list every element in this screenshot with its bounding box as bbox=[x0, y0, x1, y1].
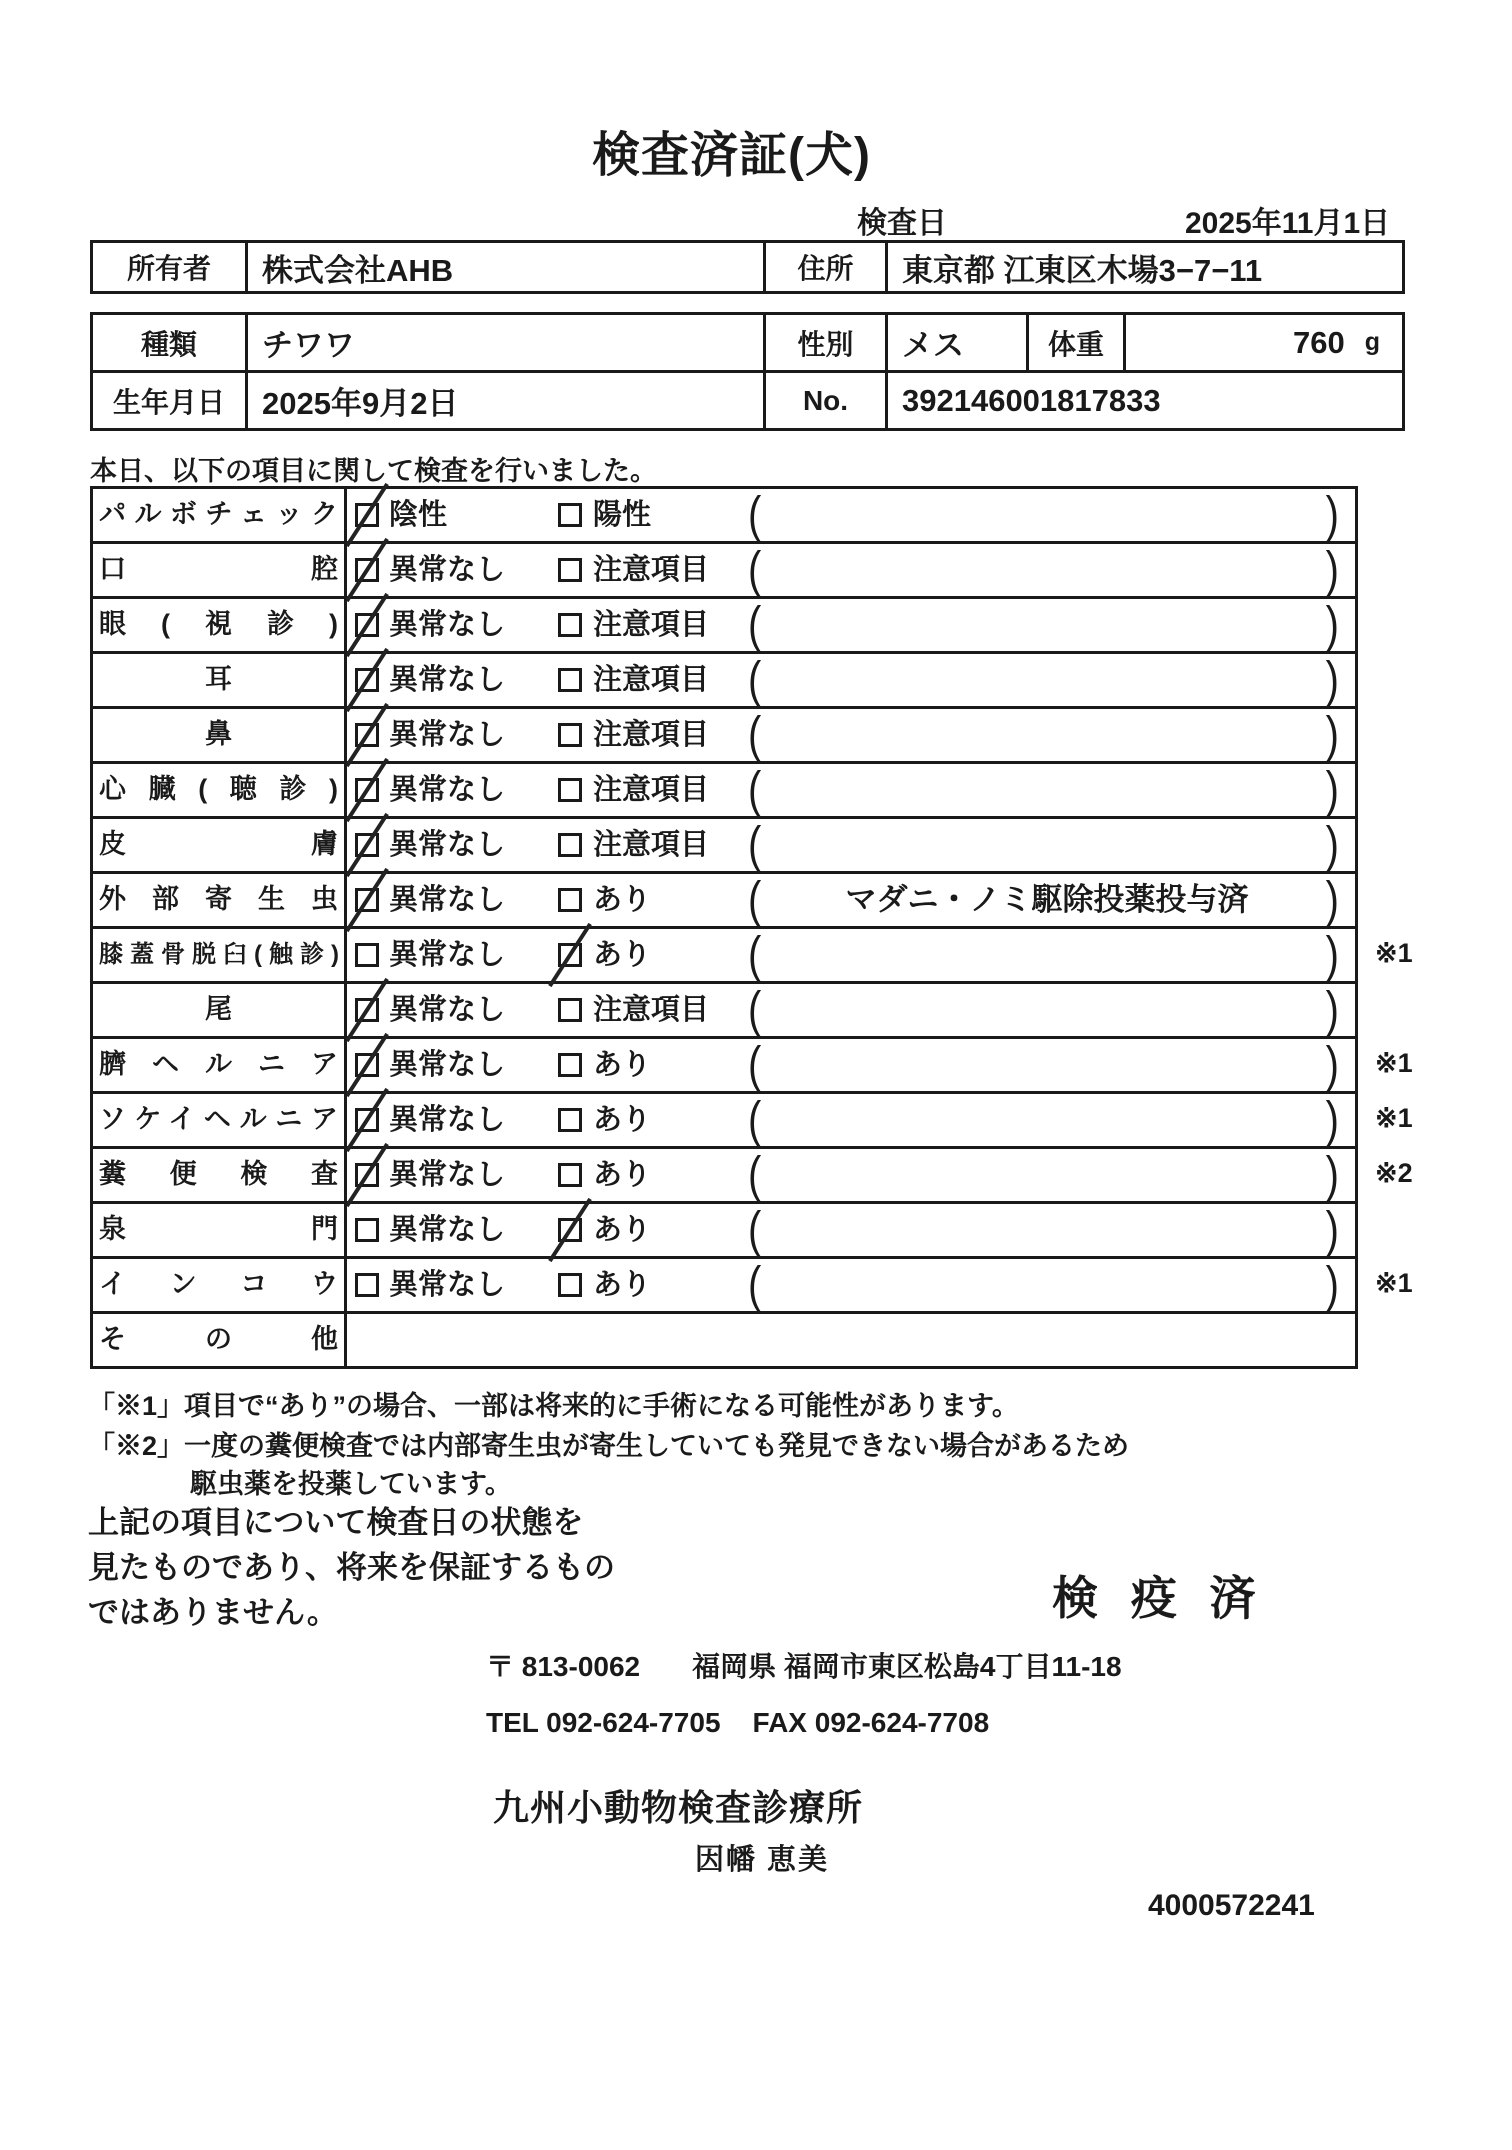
footnote-marker: ※1 bbox=[1375, 938, 1413, 968]
paren-close: ) bbox=[1325, 1257, 1339, 1313]
option-2-label: あり bbox=[593, 1159, 652, 1191]
checklist-row bbox=[93, 984, 1355, 1039]
option-2-label: 注意項目 bbox=[593, 829, 710, 861]
checklist-row-body bbox=[347, 819, 1355, 871]
checklist-row-label: 耳 bbox=[93, 654, 347, 706]
option-1-label: 異常なし bbox=[389, 884, 506, 916]
checklist-row bbox=[93, 1092, 1413, 1149]
option-2-label: あり bbox=[593, 1269, 652, 1301]
checklist-row-label: インコウ bbox=[93, 1259, 347, 1311]
checklist-row bbox=[93, 709, 1355, 764]
checklist-row bbox=[93, 927, 1413, 984]
intro-text: 本日、以下の項目に関して検査を行いました。 bbox=[90, 456, 657, 486]
weight-label: 体重 bbox=[1029, 315, 1126, 370]
checkmark-slash bbox=[345, 593, 389, 657]
weight-value-cell bbox=[1126, 315, 1402, 370]
checklist-row-label: 膝蓋骨脱臼(触診) bbox=[93, 929, 347, 981]
paren-close: ) bbox=[1325, 487, 1339, 543]
clinic-contact-line bbox=[486, 1707, 989, 1739]
checkmark-slash bbox=[345, 868, 389, 932]
checklist-row-body bbox=[347, 1314, 1355, 1366]
checkmark-slash bbox=[345, 703, 389, 767]
checklist-row-label: 口腔 bbox=[93, 544, 347, 596]
checklist-row-label: 尾 bbox=[93, 984, 347, 1036]
checklist-row-label: 鼻 bbox=[93, 709, 347, 761]
checklist-row-body bbox=[347, 1094, 1355, 1146]
checklist-row-body bbox=[347, 654, 1355, 706]
owner-label: 所有者 bbox=[93, 243, 248, 291]
checkbox-unchecked bbox=[355, 1273, 379, 1297]
checklist-row-body bbox=[347, 1039, 1355, 1091]
checkbox-unchecked bbox=[355, 943, 379, 967]
weight-value: 760 bbox=[1292, 324, 1345, 360]
disclaimer-statement bbox=[88, 1500, 615, 1635]
option-1-label: 異常なし bbox=[389, 609, 506, 641]
inspection-date-value: 2025年11月1日 bbox=[1185, 207, 1391, 240]
paren-open: ( bbox=[748, 597, 762, 653]
checkbox-checked bbox=[355, 613, 379, 637]
checklist-row-body bbox=[347, 709, 1355, 761]
clinic-fax: FAX 092-624-7708 bbox=[752, 1707, 990, 1738]
weight-unit: g bbox=[1364, 328, 1380, 356]
registration-no-value: 392146001817833 bbox=[902, 382, 1161, 418]
checkbox-unchecked bbox=[558, 1273, 582, 1297]
checkmark-slash bbox=[345, 758, 389, 822]
breed-value: チワワ bbox=[248, 315, 766, 370]
checklist-row-body bbox=[347, 984, 1355, 1036]
checkbox-checked bbox=[355, 1053, 379, 1077]
paren-close: ) bbox=[1325, 817, 1339, 873]
option-1-label: 異常なし bbox=[389, 719, 506, 751]
paren-open: ( bbox=[748, 652, 762, 708]
checklist-row-label: 眼(視診) bbox=[93, 599, 347, 651]
checkbox-unchecked bbox=[558, 723, 582, 747]
checklist-row bbox=[93, 874, 1355, 929]
checklist-row-label: ソケイヘルニア bbox=[93, 1094, 347, 1146]
checklist-row bbox=[93, 1037, 1413, 1094]
checklist-row bbox=[93, 544, 1355, 599]
footnote-2: 「※2」一度の糞便検査では内部寄生虫が寄生していても発見できない場合があるため bbox=[88, 1431, 1130, 1461]
checklist-row-label: パルボチェック bbox=[93, 489, 347, 541]
option-2-label: あり bbox=[593, 884, 652, 916]
paren-open: ( bbox=[748, 1202, 762, 1258]
option-1-label: 異常なし bbox=[389, 939, 506, 971]
checklist-row-body bbox=[347, 599, 1355, 651]
birthdate-value: 2025年9月2日 bbox=[248, 373, 766, 428]
checklist-row bbox=[93, 764, 1355, 819]
address-value: 東京都 江東区木場3−7−11 bbox=[902, 252, 1263, 288]
checkmark-slash bbox=[548, 923, 592, 987]
checklist-row-label: 臍ヘルニア bbox=[93, 1039, 347, 1091]
paren-open: ( bbox=[748, 1257, 762, 1313]
paren-close: ) bbox=[1325, 1037, 1339, 1093]
checklist-row-label: 泉門 bbox=[93, 1204, 347, 1256]
registration-no-label: No. bbox=[766, 373, 888, 428]
option-2-label: あり bbox=[593, 1049, 652, 1081]
inspector-name: 因幡 恵美 bbox=[695, 1844, 830, 1876]
footnote-marker: ※2 bbox=[1375, 1158, 1413, 1188]
checkbox-checked bbox=[355, 998, 379, 1022]
paren-open: ( bbox=[748, 1092, 762, 1148]
paren-close: ) bbox=[1325, 1092, 1339, 1148]
checklist-row bbox=[93, 1204, 1355, 1259]
address-label: 住所 bbox=[766, 243, 888, 291]
option-1-label: 異常なし bbox=[389, 1269, 506, 1301]
paren-close: ) bbox=[1325, 1147, 1339, 1203]
option-2-label: 注意項目 bbox=[593, 609, 710, 641]
paren-open: ( bbox=[748, 762, 762, 818]
paren-close: ) bbox=[1325, 982, 1339, 1038]
checkmark-slash bbox=[345, 483, 389, 547]
option-2-label: 注意項目 bbox=[593, 664, 710, 696]
breed-row bbox=[93, 315, 1402, 373]
checklist-row-body bbox=[347, 1204, 1355, 1256]
checklist-row bbox=[93, 489, 1355, 544]
checkbox-unchecked bbox=[355, 1218, 379, 1242]
checkbox-checked bbox=[355, 1108, 379, 1132]
checkbox-unchecked bbox=[558, 613, 582, 637]
page-title: 検査済証(犬) bbox=[592, 129, 871, 182]
paren-close: ) bbox=[1325, 927, 1339, 983]
checklist-row-body bbox=[347, 929, 1355, 981]
owner-value: 株式会社AHB bbox=[248, 243, 766, 291]
option-2-label: 注意項目 bbox=[593, 719, 710, 751]
paren-open: ( bbox=[748, 707, 762, 763]
paren-open: ( bbox=[748, 487, 762, 543]
checklist-row bbox=[93, 654, 1355, 709]
checklist-row-body bbox=[347, 1149, 1355, 1201]
paren-open: ( bbox=[748, 817, 762, 873]
clinic-postal-code: 〒 813-0062 bbox=[486, 1651, 641, 1682]
checklist-row-body bbox=[347, 1259, 1355, 1311]
footnote-marker: ※1 bbox=[1375, 1268, 1413, 1298]
paren-close: ) bbox=[1325, 652, 1339, 708]
option-2-label: 陽性 bbox=[593, 499, 652, 531]
option-2-label: あり bbox=[593, 1104, 652, 1136]
footnote-marker: ※1 bbox=[1375, 1048, 1413, 1078]
option-2-label: 注意項目 bbox=[593, 994, 710, 1026]
paren-close: ) bbox=[1325, 707, 1339, 763]
disclaimer-line-3: ではありません。 bbox=[88, 1595, 338, 1630]
paren-open: ( bbox=[748, 982, 762, 1038]
paren-open: ( bbox=[748, 1147, 762, 1203]
checkmark-slash bbox=[345, 1088, 389, 1152]
footnote-2-continued: 駆虫薬を投薬しています。 bbox=[190, 1469, 512, 1499]
option-1-label: 異常なし bbox=[389, 1159, 506, 1191]
animal-table bbox=[90, 312, 1405, 431]
option-2-label: あり bbox=[593, 939, 652, 971]
paren-close: ) bbox=[1325, 542, 1339, 598]
checkbox-checked bbox=[558, 1218, 582, 1242]
checkbox-checked bbox=[355, 503, 379, 527]
paren-content: マダニ・ノミ駆除投薬投与済 bbox=[845, 882, 1249, 917]
footnote-marker: ※1 bbox=[1375, 1103, 1413, 1133]
checkbox-unchecked bbox=[558, 1163, 582, 1187]
serial-number: 4000572241 bbox=[1148, 1889, 1315, 1922]
checkbox-checked bbox=[558, 943, 582, 967]
paren-close: ) bbox=[1325, 597, 1339, 653]
checkmark-slash bbox=[345, 1033, 389, 1097]
quarantine-passed-stamp: 検 疫 済 bbox=[1052, 1572, 1266, 1624]
birthdate-label: 生年月日 bbox=[93, 373, 248, 428]
checklist-row-body bbox=[347, 874, 1355, 926]
disclaimer-line-2: 見たものであり、将来を保証するもの bbox=[88, 1550, 615, 1585]
option-2-label: 注意項目 bbox=[593, 774, 710, 806]
birth-row bbox=[93, 373, 1402, 428]
checklist-row-body bbox=[347, 764, 1355, 816]
footnote-1: 「※1」項目で“あり”の場合、一部は将来的に手術になる可能性があります。 bbox=[88, 1391, 1019, 1421]
paren-open: ( bbox=[748, 1037, 762, 1093]
checkbox-unchecked bbox=[558, 1108, 582, 1132]
clinic-name: 九州小動物検査診療所 bbox=[493, 1787, 864, 1828]
option-1-label: 異常なし bbox=[389, 994, 506, 1026]
checkmark-slash bbox=[345, 978, 389, 1042]
checkbox-checked bbox=[355, 778, 379, 802]
checkbox-unchecked bbox=[558, 998, 582, 1022]
option-1-label: 異常なし bbox=[389, 554, 506, 586]
paren-close: ) bbox=[1325, 872, 1339, 928]
checkbox-unchecked bbox=[558, 558, 582, 582]
paren-close: ) bbox=[1325, 1202, 1339, 1258]
checkbox-unchecked bbox=[558, 888, 582, 912]
paren-open: ( bbox=[748, 927, 762, 983]
checklist-table bbox=[90, 486, 1413, 1369]
option-2-label: 注意項目 bbox=[593, 554, 710, 586]
checklist-row bbox=[93, 1314, 1355, 1366]
checkbox-unchecked bbox=[558, 778, 582, 802]
checklist-row-label: 外部寄生虫 bbox=[93, 874, 347, 926]
option-1-label: 異常なし bbox=[389, 1049, 506, 1081]
clinic-postal-line bbox=[486, 1645, 1122, 1685]
checkbox-unchecked bbox=[558, 833, 582, 857]
checkbox-unchecked bbox=[558, 503, 582, 527]
checklist-row bbox=[93, 1257, 1413, 1314]
option-1-label: 異常なし bbox=[389, 1104, 506, 1136]
checkbox-checked bbox=[355, 1163, 379, 1187]
checklist-row-body bbox=[347, 489, 1355, 541]
sex-value: メス bbox=[888, 315, 1029, 370]
option-1-label: 異常なし bbox=[389, 1214, 506, 1246]
checkmark-slash bbox=[345, 1143, 389, 1207]
paren-open: ( bbox=[748, 542, 762, 598]
clinic-tel: TEL 092-624-7705 bbox=[486, 1707, 721, 1738]
owner-table bbox=[90, 240, 1405, 294]
checklist-row-label: 心臓(聴診) bbox=[93, 764, 347, 816]
checklist-row bbox=[93, 599, 1355, 654]
checklist-row-label: その他 bbox=[93, 1314, 347, 1366]
checklist-row bbox=[93, 1147, 1413, 1204]
inspection-date-label: 検査日 bbox=[857, 207, 947, 240]
checkbox-checked bbox=[355, 723, 379, 747]
owner-row bbox=[93, 243, 1402, 291]
option-1-label: 陰性 bbox=[389, 499, 448, 531]
checkmark-slash bbox=[345, 648, 389, 712]
checkbox-checked bbox=[355, 558, 379, 582]
checklist-row-label: 糞便検査 bbox=[93, 1149, 347, 1201]
checkmark-slash bbox=[345, 813, 389, 877]
checkbox-unchecked bbox=[558, 668, 582, 692]
breed-label: 種類 bbox=[93, 315, 248, 370]
disclaimer-line-1: 上記の項目について検査日の状態を bbox=[88, 1505, 584, 1540]
option-1-label: 異常なし bbox=[389, 664, 506, 696]
paren-close: ) bbox=[1325, 762, 1339, 818]
option-2-label: あり bbox=[593, 1214, 652, 1246]
checkbox-checked bbox=[355, 668, 379, 692]
checklist-row-body bbox=[347, 544, 1355, 596]
checklist-row-label: 皮膚 bbox=[93, 819, 347, 871]
option-1-label: 異常なし bbox=[389, 829, 506, 861]
checklist-row bbox=[93, 819, 1355, 874]
clinic-address: 福岡県 福岡市東区松島4丁目11-18 bbox=[692, 1651, 1122, 1682]
checkmark-slash bbox=[548, 1198, 592, 1262]
sex-label: 性別 bbox=[766, 315, 888, 370]
checkbox-unchecked bbox=[558, 1053, 582, 1077]
option-1-label: 異常なし bbox=[389, 774, 506, 806]
checkmark-slash bbox=[345, 538, 389, 602]
paren-open: ( bbox=[748, 872, 762, 928]
checkbox-checked bbox=[355, 888, 379, 912]
checkbox-checked bbox=[355, 833, 379, 857]
